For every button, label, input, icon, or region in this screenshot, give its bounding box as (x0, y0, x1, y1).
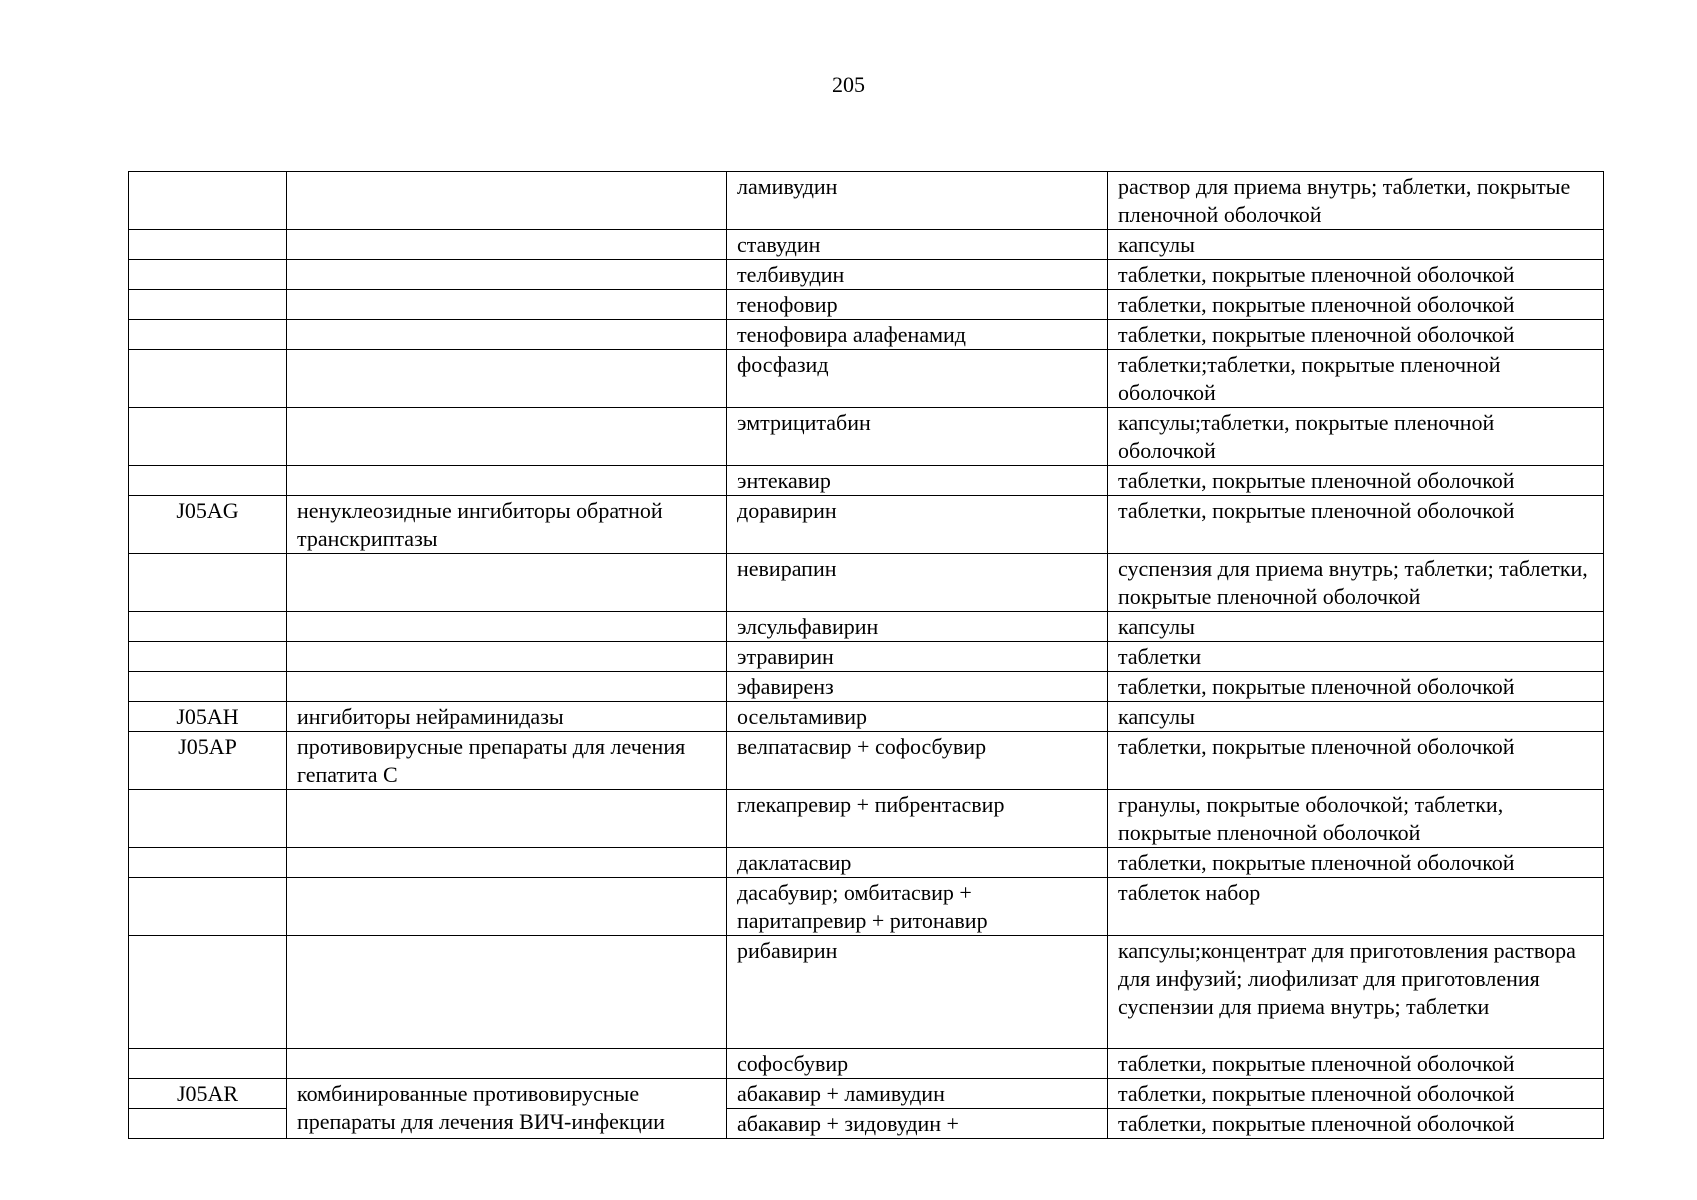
drug-cell (727, 702, 1108, 732)
group-cell (287, 230, 727, 260)
dosage-form: таблеток набор (1118, 880, 1261, 905)
group-cell (287, 732, 727, 790)
table-row (129, 878, 1604, 936)
drug-cell (727, 290, 1108, 320)
drug-cell (727, 554, 1108, 612)
table-row (129, 848, 1604, 878)
table-row (129, 936, 1604, 1049)
drug-cell (727, 878, 1108, 936)
drug-name: невирапин (737, 556, 837, 581)
group-cell (287, 1049, 727, 1079)
drug-name: абакавир + ламивудин (737, 1081, 945, 1106)
group-cell (287, 702, 727, 732)
drug-name: глекапревир + пибрентасвир (737, 792, 1005, 817)
drug-cell (727, 408, 1108, 466)
group-cell (287, 320, 727, 350)
drug-name: абакавир + зидовудин + (737, 1111, 959, 1136)
form-cell (1108, 790, 1604, 848)
drug-name: телбивудин (737, 262, 845, 287)
drug-cell (727, 642, 1108, 672)
drug-cell (727, 172, 1108, 230)
table-row (129, 790, 1604, 848)
form-cell (1108, 350, 1604, 408)
atc-code-cell (129, 848, 287, 878)
group-cell (287, 466, 727, 496)
form-cell (1108, 612, 1604, 642)
form-cell (1108, 848, 1604, 878)
group-cell (287, 642, 727, 672)
dosage-form: таблетки, покрытые пленочной оболочкой (1118, 262, 1515, 287)
drug-name: ламивудин (737, 174, 838, 199)
dosage-form: раствор для приема внутрь; таблетки, покрытые пленочной оболочкой (1118, 174, 1576, 227)
drug-cell (727, 1109, 1108, 1139)
dosage-form: таблетки, покрытые пленочной оболочкой (1118, 1051, 1515, 1076)
dosage-form: капсулы (1118, 232, 1195, 257)
drug-name: фосфазид (737, 352, 829, 377)
atc-code-cell (129, 702, 287, 732)
table-row (129, 408, 1604, 466)
table-row (129, 612, 1604, 642)
group-cell (287, 496, 727, 554)
group-cell (287, 1079, 727, 1139)
form-cell (1108, 1049, 1604, 1079)
form-cell (1108, 1079, 1604, 1109)
group-cell (287, 260, 727, 290)
group-name: ненуклеозидные ингибиторы обратной транскриптазы (297, 498, 669, 551)
table-row (129, 260, 1604, 290)
atc-code-cell (129, 936, 287, 1049)
dosage-form: таблетки, покрытые пленочной оболочкой (1118, 322, 1515, 347)
form-cell (1108, 496, 1604, 554)
atc-code-cell (129, 642, 287, 672)
form-cell (1108, 554, 1604, 612)
atc-code: J05AR (176, 1081, 239, 1106)
drug-name: софосбувир (737, 1051, 849, 1076)
drug-name: эфавиренз (737, 674, 834, 699)
atc-code-cell (129, 350, 287, 408)
table-row (129, 702, 1604, 732)
atc-code-cell (129, 612, 287, 642)
table-row (129, 350, 1604, 408)
dosage-form: капсулы;таблетки, покрытые пленочной оболочкой (1118, 410, 1500, 463)
table-row (129, 172, 1604, 230)
dosage-form: капсулы (1118, 614, 1195, 639)
group-name: комбинированные противовирусные препараты для лечения ВИЧ-инфекции (297, 1081, 665, 1134)
form-cell (1108, 290, 1604, 320)
drug-cell (727, 612, 1108, 642)
drug-table (128, 171, 1604, 1139)
group-cell (287, 350, 727, 408)
dosage-form: капсулы;концентрат для приготовления раствора для инфузий; лиофилизат для приготовления суспензии для приема внутрь; таблетки (1118, 938, 1582, 1019)
form-cell (1108, 172, 1604, 230)
atc-code-cell (129, 466, 287, 496)
drug-cell (727, 790, 1108, 848)
dosage-form: таблетки, покрытые пленочной оболочкой (1118, 292, 1515, 317)
dosage-form: таблетки, покрытые пленочной оболочкой (1118, 498, 1515, 523)
atc-code-cell (129, 496, 287, 554)
drug-name: эмтрицитабин (737, 410, 871, 435)
form-cell (1108, 672, 1604, 702)
form-cell (1108, 878, 1604, 936)
form-cell (1108, 320, 1604, 350)
drug-cell (727, 848, 1108, 878)
drug-name: этравирин (737, 644, 834, 669)
drug-cell (727, 230, 1108, 260)
group-cell (287, 936, 727, 1049)
form-cell (1108, 230, 1604, 260)
dosage-form: капсулы (1118, 704, 1195, 729)
atc-code: J05AH (176, 704, 239, 729)
dosage-form: таблетки (1118, 644, 1202, 669)
atc-code-cell (129, 320, 287, 350)
atc-code-cell (129, 230, 287, 260)
group-name: ингибиторы нейраминидазы (297, 704, 564, 729)
atc-code: J05AP (178, 734, 237, 759)
drug-cell (727, 320, 1108, 350)
drug-cell (727, 1049, 1108, 1079)
dosage-form: таблетки, покрытые пленочной оболочкой (1118, 1111, 1515, 1136)
form-cell (1108, 702, 1604, 732)
group-cell (287, 672, 727, 702)
drug-cell (727, 1079, 1108, 1109)
table-row (129, 1049, 1604, 1079)
drug-name: энтекавир (737, 468, 831, 493)
table-row (129, 290, 1604, 320)
dosage-form: таблетки, покрытые пленочной оболочкой (1118, 1081, 1515, 1106)
atc-code-cell (129, 790, 287, 848)
atc-code-cell (129, 732, 287, 790)
group-cell (287, 554, 727, 612)
dosage-form: таблетки, покрытые пленочной оболочкой (1118, 674, 1515, 699)
drug-name: элсульфавирин (737, 614, 879, 639)
atc-code-cell (129, 1079, 287, 1109)
atc-code-cell (129, 672, 287, 702)
drug-name: осельтамивир (737, 704, 868, 729)
page-number: 205 (832, 72, 865, 97)
group-name: противовирусные препараты для лечения гепатита С (297, 734, 691, 787)
drug-cell (727, 936, 1108, 1049)
table-row (129, 496, 1604, 554)
drug-name: даклатасвир (737, 850, 852, 875)
drug-cell (727, 672, 1108, 702)
drug-name: тенофовира алафенамид (737, 322, 966, 347)
drug-name: велпатасвир + софосбувир (737, 734, 987, 759)
dosage-form: суспензия для приема внутрь; таблетки; таблетки, покрытые пленочной оболочкой (1118, 556, 1594, 609)
group-cell (287, 290, 727, 320)
table-row (129, 554, 1604, 612)
drug-name: доравирин (737, 498, 837, 523)
table-row (129, 466, 1604, 496)
group-cell (287, 612, 727, 642)
table-row (129, 732, 1604, 790)
drug-name: ставудин (737, 232, 821, 257)
group-cell (287, 848, 727, 878)
atc-code-cell (129, 260, 287, 290)
dosage-form: таблетки, покрытые пленочной оболочкой (1118, 850, 1515, 875)
drug-name: дасабувир; омбитасвир + паритапревир + ритонавир (737, 880, 988, 933)
atc-code: J05AG (176, 498, 239, 523)
group-cell (287, 790, 727, 848)
dosage-form: таблетки, покрытые пленочной оболочкой (1118, 734, 1515, 759)
form-cell (1108, 936, 1604, 1049)
table-row (129, 320, 1604, 350)
table-row (129, 642, 1604, 672)
form-cell (1108, 642, 1604, 672)
form-cell (1108, 466, 1604, 496)
drug-cell (727, 260, 1108, 290)
atc-code-cell (129, 1109, 287, 1139)
group-cell (287, 878, 727, 936)
atc-code-cell (129, 290, 287, 320)
drug-cell (727, 466, 1108, 496)
form-cell (1108, 408, 1604, 466)
group-cell (287, 172, 727, 230)
dosage-form: таблетки, покрытые пленочной оболочкой (1118, 468, 1515, 493)
drug-name: рибавирин (737, 938, 838, 963)
drug-cell (727, 350, 1108, 408)
table-row (129, 1079, 1604, 1109)
dosage-form: гранулы, покрытые оболочкой; таблетки, покрытые пленочной оболочкой (1118, 792, 1509, 845)
drug-name: тенофовир (737, 292, 838, 317)
form-cell (1108, 260, 1604, 290)
atc-code-cell (129, 172, 287, 230)
drug-table-body (129, 172, 1604, 1139)
drug-cell (727, 496, 1108, 554)
table-row (129, 672, 1604, 702)
atc-code-cell (129, 878, 287, 936)
atc-code-cell (129, 1049, 287, 1079)
atc-code-cell (129, 554, 287, 612)
form-cell (1108, 732, 1604, 790)
atc-code-cell (129, 408, 287, 466)
dosage-form: таблетки;таблетки, покрытые пленочной оболочкой (1118, 352, 1507, 405)
group-cell (287, 408, 727, 466)
table-row (129, 230, 1604, 260)
drug-cell (727, 732, 1108, 790)
form-cell (1108, 1109, 1604, 1139)
